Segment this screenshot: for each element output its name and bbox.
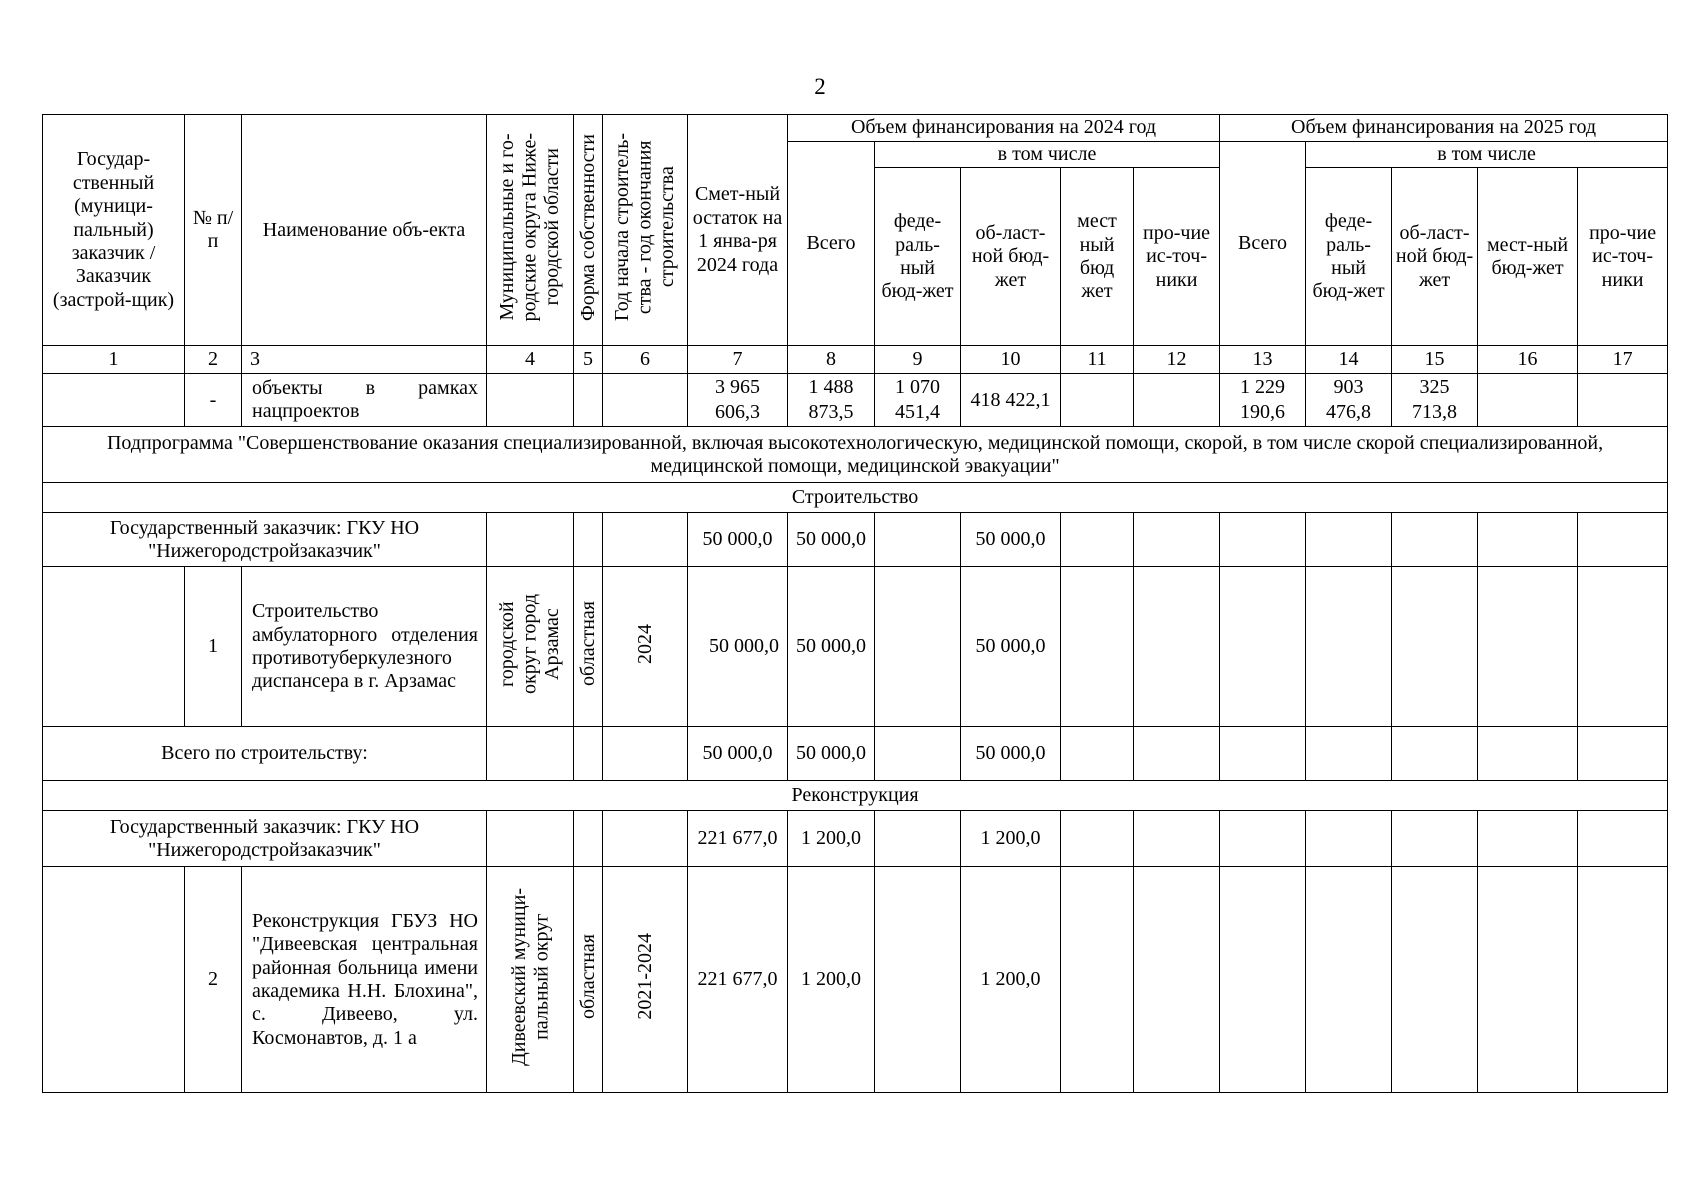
column-number: 6 <box>603 346 688 374</box>
natproj-regional-2024: 418 422,1 <box>961 374 1061 427</box>
section-row <box>43 483 1668 513</box>
header-customer: Государ-ственный (муници-пальный) заказчик / Заказчик (застрой-щик) <box>43 115 185 346</box>
header-total-2024: Всего <box>788 142 875 346</box>
financing-table <box>42 114 1668 1093</box>
header-estimate: Смет-ный остаток на 1 янва-ря 2024 года <box>688 115 788 346</box>
reconstruction-item-years: 2021-2024 <box>603 867 688 1093</box>
section-row <box>43 781 1668 811</box>
column-number: 2 <box>185 346 242 374</box>
column-number: 1 <box>43 346 185 374</box>
column-number: 10 <box>961 346 1061 374</box>
reconstruction-item-total-2024: 1 200,0 <box>788 867 875 1093</box>
construction-item-estimate: 50 000,0 <box>688 567 788 727</box>
construction-total-2024: 50 000,0 <box>788 727 875 781</box>
construction-total-regional-2024: 50 000,0 <box>961 727 1061 781</box>
subprogram-row <box>43 427 1668 483</box>
column-number: 14 <box>1306 346 1392 374</box>
header-municipal <box>487 115 574 346</box>
reconstruction-item-ownership: областная <box>574 867 603 1093</box>
header-local-2024: мест ный бюд жет <box>1061 168 1134 346</box>
natproj-total-2024: 1 488 873,5 <box>788 374 875 427</box>
column-number: 16 <box>1478 346 1578 374</box>
section-construction-title: Строительство <box>43 483 1668 513</box>
natproj-regional-2025: 325 713,8 <box>1392 374 1478 427</box>
header-incl-2025: в том числе <box>1306 142 1668 168</box>
column-number: 12 <box>1134 346 1220 374</box>
header-ownership: Форма собственности <box>574 115 603 346</box>
header-years-text: Год начала строитель- ства - год окончания строительства <box>611 132 679 322</box>
column-number: 9 <box>875 346 961 374</box>
natproj-federal-2024: 1 070 451,4 <box>875 374 961 427</box>
header-federal-2024: феде-раль-ный бюд-жет <box>875 168 961 346</box>
reconstruction-item-name: Реконструкция ГБУЗ НО "Дивеевская центральная районная больница имени академика Н.Н. Блохина", с. Дивеево, ул. Космонавтов, д. 1 а <box>242 867 487 1093</box>
column-number: 8 <box>788 346 875 374</box>
column-number: 15 <box>1392 346 1478 374</box>
column-number: 5 <box>574 346 603 374</box>
subprogram-title: Подпрограмма "Совершенствование оказания специализированной, включая высокотехнологическую, медицинской помощи, скорой, в том числе скорой специализированной, медицинской помощи, медицинской эвакуации" <box>43 427 1668 483</box>
page-number: 2 <box>814 74 826 99</box>
header-no: № п/п <box>185 115 242 346</box>
column-number: 3 <box>242 346 487 374</box>
reconstruction-customer-estimate: 221 677,0 <box>688 811 788 867</box>
header-federal-2025: феде-раль-ный бюд-жет <box>1306 168 1392 346</box>
reconstruction-item-regional-2024: 1 200,0 <box>961 867 1061 1093</box>
construction-item-no: 1 <box>185 567 242 727</box>
construction-item-years: 2024 <box>603 567 688 727</box>
section-reconstruction-title: Реконструкция <box>43 781 1668 811</box>
header-total-2025: Всего <box>1220 142 1306 346</box>
construction-item-regional-2024: 50 000,0 <box>961 567 1061 727</box>
reconstruction-customer-label: Государственный заказчик: ГКУ НО "Нижегородстройзаказчик" <box>43 811 487 867</box>
customer-row <box>43 811 1668 867</box>
header-row <box>43 115 1668 142</box>
construction-item-total-2024: 50 000,0 <box>788 567 875 727</box>
construction-item-municipal: городской округ город Арзамас <box>487 567 574 727</box>
natproj-row <box>43 374 1668 427</box>
natproj-estimate: 3 965 606,3 <box>688 374 788 427</box>
natproj-total-2025: 1 229 190,6 <box>1220 374 1306 427</box>
header-fin-2024: Объем финансирования на 2024 год <box>788 115 1220 142</box>
object-row <box>43 867 1668 1093</box>
construction-total-estimate: 50 000,0 <box>688 727 788 781</box>
construction-customer-regional-2024: 50 000,0 <box>961 513 1061 567</box>
reconstruction-item-no: 2 <box>185 867 242 1093</box>
reconstruction-item-estimate: 221 677,0 <box>688 867 788 1093</box>
header-local-2025: мест-ный бюд-жет <box>1478 168 1578 346</box>
header-regional-2024: об-ласт-ной бюд-жет <box>961 168 1061 346</box>
column-number: 13 <box>1220 346 1306 374</box>
header-incl-2024: в том числе <box>875 142 1220 168</box>
natproj-name: объекты в рамках нацпроектов <box>242 374 487 427</box>
header-other-2025: про-чие ис-точ-ники <box>1578 168 1668 346</box>
column-number: 17 <box>1578 346 1668 374</box>
header-years <box>603 115 688 346</box>
header-fin-2025: Объем финансирования на 2025 год <box>1220 115 1668 142</box>
reconstruction-customer-regional-2024: 1 200,0 <box>961 811 1061 867</box>
construction-total-label: Всего по строительству: <box>43 727 487 781</box>
header-municipal-text: Муниципальные и го- родские округа Ниже- городской области <box>496 132 564 322</box>
header-regional-2025: об-ласт-ной бюд-жет <box>1392 168 1478 346</box>
header-other-2024: про-чие ис-точ-ники <box>1134 168 1220 346</box>
construction-item-name: Строительство амбулаторного отделения противотуберкулезного диспансера в г. Арзамас <box>242 567 487 727</box>
header-object-name: Наименование объ-екта <box>242 115 487 346</box>
column-numbers-row <box>43 346 1668 374</box>
natproj-federal-2025: 903 476,8 <box>1306 374 1392 427</box>
reconstruction-customer-total-2024: 1 200,0 <box>788 811 875 867</box>
object-row <box>43 567 1668 727</box>
construction-customer-total-2024: 50 000,0 <box>788 513 875 567</box>
column-number: 11 <box>1061 346 1134 374</box>
natproj-no: - <box>185 374 242 427</box>
total-row <box>43 727 1668 781</box>
construction-item-ownership: областная <box>574 567 603 727</box>
customer-row <box>43 513 1668 567</box>
reconstruction-item-municipal: Дивеевский муници- пальный округ <box>487 867 574 1093</box>
construction-customer-estimate: 50 000,0 <box>688 513 788 567</box>
construction-customer-label: Государственный заказчик: ГКУ НО "Нижегородстройзаказчик" <box>43 513 487 567</box>
column-number: 4 <box>487 346 574 374</box>
column-number: 7 <box>688 346 788 374</box>
